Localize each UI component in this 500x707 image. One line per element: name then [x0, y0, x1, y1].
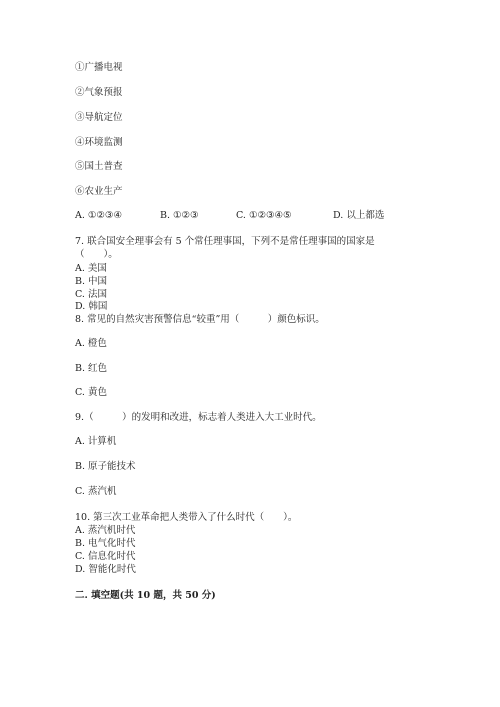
q7-stem-line2: （ ）。	[75, 249, 118, 260]
q10-option-a: A. 蒸汽机时代	[75, 525, 136, 536]
q9-option-a: A. 计算机	[75, 436, 117, 447]
q6-option-b: B. ①②③	[160, 210, 199, 221]
section-2-heading: 二. 填空题(共 10 题，共 50 分)	[75, 590, 216, 601]
q8-option-b: B. 红色	[75, 363, 108, 374]
q6-option-a: A. ①②③④	[75, 210, 122, 221]
q6-option-c: C. ①②③④⑤	[236, 210, 292, 221]
q7-stem-line1: 7. 联合国安全理事会有 5 个常任理事国，下列不是常任理事国的国家是	[75, 236, 375, 247]
q7-option-d: D. 韩国	[75, 301, 108, 312]
q8-option-a: A. 橙色	[75, 338, 107, 349]
list-item-6: ⑥农业生产	[75, 186, 123, 197]
list-item-1: ①广播电视	[75, 62, 123, 73]
q10-stem: 10. 第三次工业革命把人类带入了什么时代（ ）。	[75, 512, 298, 523]
q8-stem: 8. 常见的自然灾害预警信息“较重”用（ ）颜色标识。	[75, 314, 325, 325]
q7-option-b: B. 中国	[75, 276, 108, 287]
q9-option-b: B. 原子能技术	[75, 461, 136, 472]
q9-option-c: C. 蒸汽机	[75, 486, 117, 497]
list-item-3: ③导航定位	[75, 112, 123, 123]
q7-option-a: A. 美国	[75, 263, 107, 274]
q7-option-c: C. 法国	[75, 289, 107, 300]
q8-option-c: C. 黄色	[75, 387, 107, 398]
q10-option-b: B. 电气化时代	[75, 538, 136, 549]
q6-option-d: D. 以上都选	[333, 210, 385, 221]
list-item-5: ⑤国土普查	[75, 161, 123, 172]
q10-option-c: C. 信息化时代	[75, 551, 136, 562]
q10-option-d: D. 智能化时代	[75, 564, 136, 575]
list-item-2: ②气象预报	[75, 87, 123, 98]
q9-stem: 9.（ ）的发明和改进，标志着人类进入大工业时代。	[75, 412, 322, 423]
list-item-4: ④环境监测	[75, 137, 123, 148]
